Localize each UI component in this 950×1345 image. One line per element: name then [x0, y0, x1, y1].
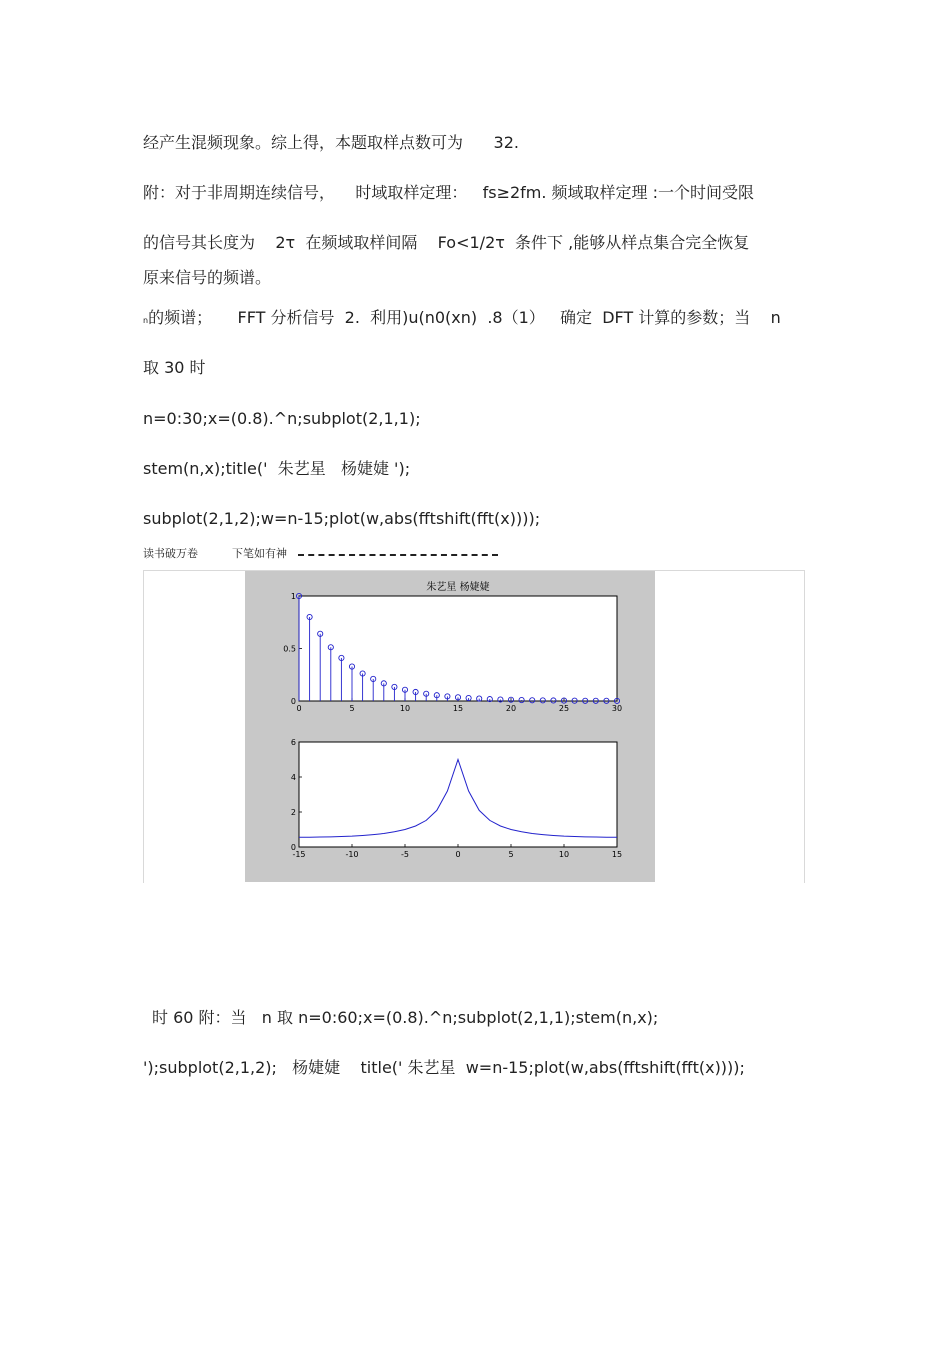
spectrum-subplot [291, 738, 622, 859]
paragraph-5-text: 的频谱； FFT 分析信号 2. 利用)u(n0(xn) .8（1） 确定 DFT 计算的参数；当 n [148, 308, 781, 327]
code-line-3: subplot(2,1,2);w=n-15;plot(w,abs(fftshift(fft(x)))); [143, 509, 541, 528]
paragraph-3: 的信号其长度为 2τ 在频域取样间隔 Fo<1/2τ 条件下 ,能够从样点集合完全恢复 [143, 233, 750, 252]
paragraph-7: 时 60 附：当 n 取 n=0:60;x=(0.8).^n;subplot(2,1,1);stem(n,x); [152, 1008, 659, 1027]
y-tick-label: 6 [290, 738, 296, 747]
x-tick-label: 30 [611, 704, 623, 713]
y-tick-label: 0 [290, 697, 296, 706]
x-tick-label: 15 [452, 704, 464, 713]
stem-subplot [283, 580, 622, 713]
y-tick-label: 1 [290, 592, 296, 601]
x-tick-label: 0 [296, 704, 302, 713]
y-tick-label: 0 [290, 843, 296, 852]
paragraph-2: 附：对于非周期连续信号， 时域取样定理： fs≥2fm. 频域取样定理 :一个时间受限 [143, 183, 755, 202]
footer-note-b: 下笔如有神 [232, 547, 287, 560]
x-tick-label: 20 [505, 704, 517, 713]
x-tick-label: 10 [399, 704, 411, 713]
paragraph-4: 原来信号的频谱。 [143, 268, 272, 287]
x-tick-label: 15 [611, 850, 623, 859]
paragraph-1: 经产生混频现象。综上得，本题取样点数可为 32. [143, 133, 519, 152]
y-tick-label: 0.5 [283, 644, 296, 654]
plot-area [299, 596, 617, 701]
matlab-figure [245, 571, 655, 882]
x-tick-label: 0 [455, 850, 461, 859]
x-tick-label: -10 [345, 850, 359, 859]
footer-note-a: 读书破万卷 [143, 547, 198, 560]
x-tick-label: 5 [349, 704, 355, 713]
paragraph-6: 取 30 时 [143, 358, 206, 377]
code-line-2: stem(n,x);title(' 朱艺星 杨婕婕 '); [143, 459, 411, 478]
code-line-1: n=0:30;x=(0.8).^n;subplot(2,1,1); [143, 409, 421, 428]
x-tick-label: 10 [558, 850, 570, 859]
plot-area [299, 742, 617, 847]
x-tick-label: -15 [292, 850, 306, 859]
subscript-n: n [143, 316, 149, 325]
x-tick-label: 25 [558, 704, 570, 713]
chart-title: 朱艺星 杨婕婕 [426, 582, 490, 593]
dashed-divider [298, 554, 498, 556]
y-tick-label: 4 [290, 773, 296, 782]
y-tick-label: 2 [290, 808, 296, 817]
paragraph-8: ');subplot(2,1,2); 杨婕婕 title(' 朱艺星 w=n-15;plot(w,abs(fftshift(fft(x)))); [143, 1058, 745, 1077]
x-tick-label: -5 [401, 850, 409, 859]
paragraph-5 [143, 308, 781, 331]
x-tick-label: 5 [508, 850, 514, 859]
